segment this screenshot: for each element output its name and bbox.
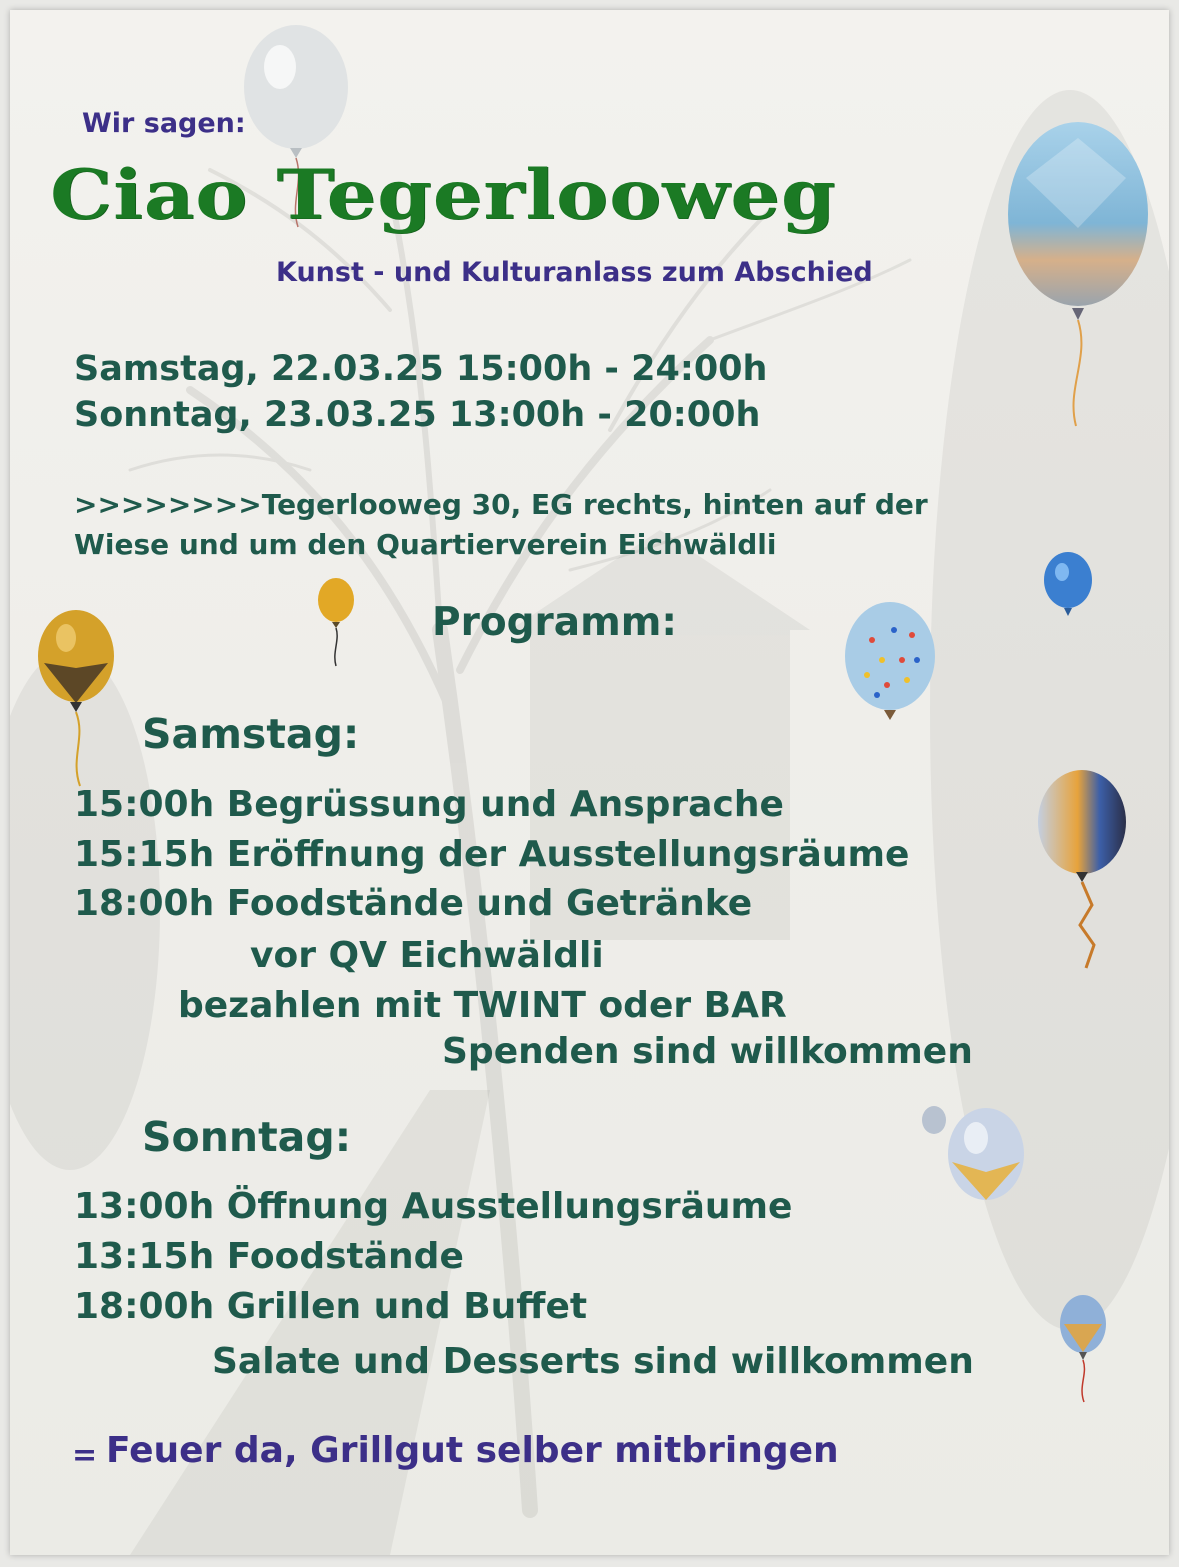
schedule-item: 18:00h Foodstände und Getränke (74, 883, 753, 924)
balloon-icon (918, 1102, 1028, 1212)
balloon-icon (1036, 770, 1128, 970)
footer-note: Feuer da, Grillgut selber mitbringen (106, 1430, 839, 1471)
address-line: >>>>>>>>Tegerlooweg 30, EG rechts, hinten auf der (74, 488, 928, 521)
kicker-text: Wir sagen: (82, 108, 246, 139)
balloon-icon (34, 608, 118, 788)
schedule-item: 13:00h Öffnung Ausstellungsräume (74, 1186, 793, 1227)
poster-title: Ciao Tegerlooweg (50, 155, 837, 236)
equals-symbol: = (72, 1438, 98, 1473)
sunday-heading: Sonntag: (142, 1113, 352, 1161)
schedule-item: 15:15h Eröffnung der Ausstellungsräume (74, 834, 910, 875)
event-poster (10, 10, 1169, 1555)
schedule-note: bezahlen mit TWINT oder BAR (178, 985, 787, 1026)
saturday-heading: Samstag: (142, 710, 360, 758)
schedule-item: 13:15h Foodstände (74, 1236, 464, 1277)
date-line-saturday: Samstag, 22.03.25 15:00h - 24:00h (74, 349, 768, 389)
balloon-icon (316, 578, 356, 668)
schedule-item: 18:00h Grillen und Buffet (74, 1286, 588, 1327)
balloon-icon (842, 600, 938, 730)
schedule-item: 15:00h Begrüssung und Ansprache (74, 784, 784, 825)
schedule-note: Salate und Desserts sind willkommen (212, 1341, 974, 1382)
program-heading: Programm: (432, 600, 677, 645)
balloon-icon (1058, 1294, 1108, 1406)
address-line: Wiese und um den Quartierverein Eichwäldli (74, 528, 777, 561)
subtitle: Kunst - und Kulturanlass zum Abschied (276, 257, 873, 288)
balloon-icon (1006, 118, 1152, 428)
schedule-note: Spenden sind willkommen (442, 1031, 973, 1072)
balloon-icon (1042, 550, 1094, 620)
schedule-note: vor QV Eichwäldli (250, 935, 604, 976)
date-line-sunday: Sonntag, 23.03.25 13:00h - 20:00h (74, 395, 761, 435)
